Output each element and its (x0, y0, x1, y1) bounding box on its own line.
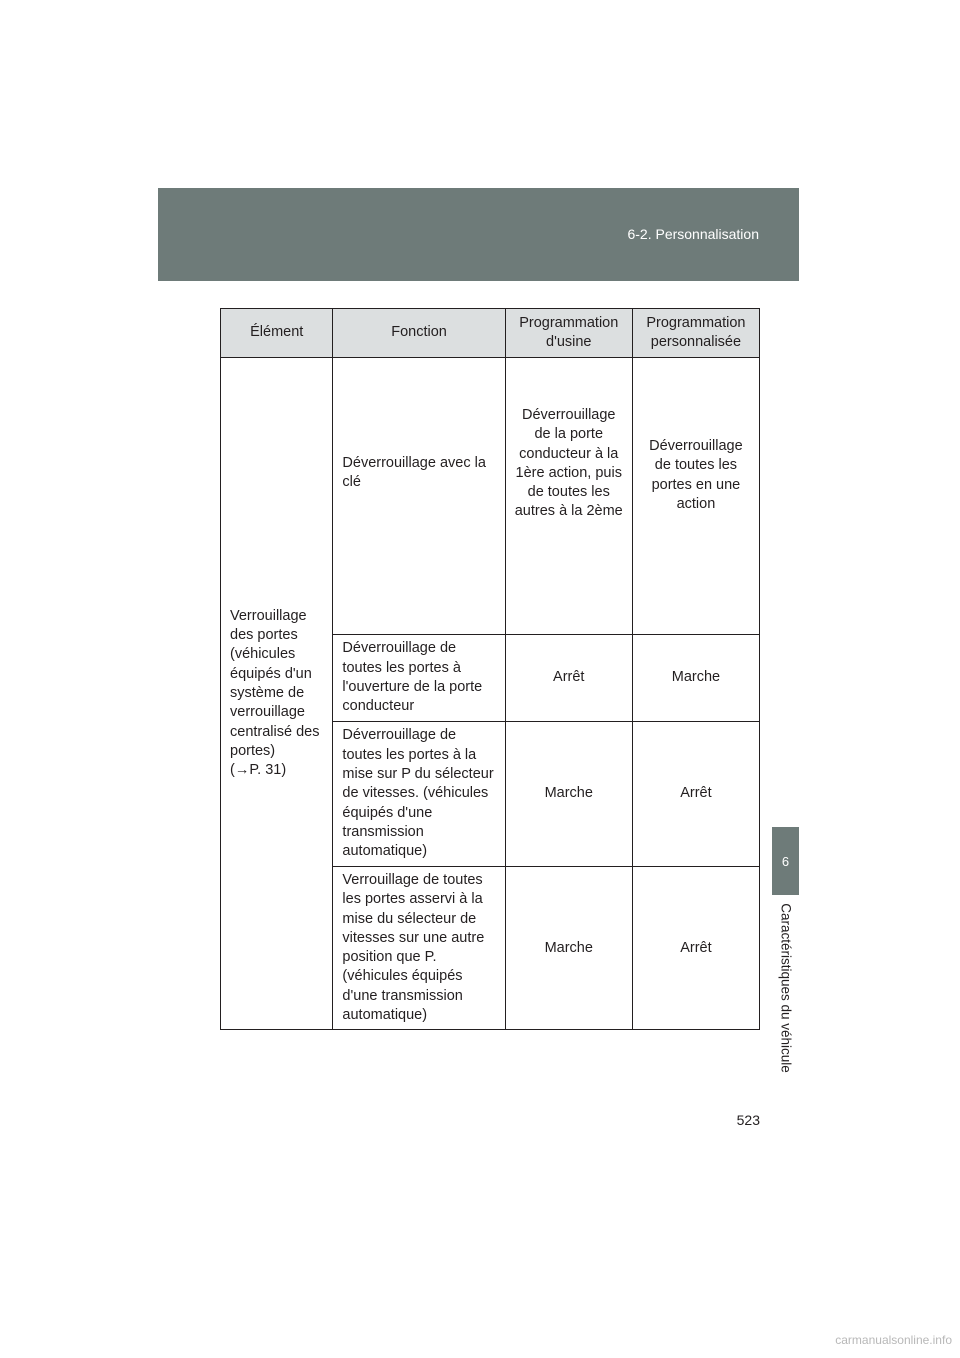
section-header-band (158, 188, 799, 281)
factory-setting-cell: Arrêt (505, 635, 632, 722)
chapter-label-text: Caractéristiques du véhicule (778, 903, 794, 1073)
custom-setting-cell: Arrêt (632, 867, 759, 1030)
element-text: Verrouillage des portes (véhicules équipés d'un système de verrouillage centralisé des portes) (230, 607, 320, 759)
function-cell: Déverrouillage avec la clé (333, 358, 505, 635)
watermark: carmanualsonline.info (835, 1333, 952, 1347)
table-row (221, 358, 760, 635)
custom-setting-cell: Déverrouillage de toutes les portes en une action (632, 358, 759, 635)
page-number: 523 (736, 1112, 760, 1128)
function-cell: Déverrouillage de toutes les portes à l'ouverture de la porte conducteur (333, 635, 505, 722)
section-title: 6-2. Personnalisation (627, 226, 759, 242)
custom-setting-cell: Marche (632, 635, 759, 722)
element-cell (221, 358, 333, 1030)
header-function: Fonction (333, 309, 505, 358)
factory-setting-cell: Marche (505, 722, 632, 867)
factory-setting-cell: Déverrouillage de la porte conducteur à la 1ère action, puis de toutes les autres à la 2ème (505, 358, 632, 635)
table-header-row (221, 309, 760, 358)
function-cell: Déverrouillage de toutes les portes à la mise sur P du sélecteur de vitesses. (véhicules équipés d'une transmission automatique) (333, 722, 505, 867)
chapter-tab (772, 827, 799, 895)
element-page-reference: (→P. 31) (230, 762, 287, 779)
chapter-number: 6 (781, 853, 790, 869)
customization-table (220, 308, 760, 1030)
header-factory-setting: Programmation d'usine (505, 309, 632, 358)
header-custom-setting: Programmation personnalisée (632, 309, 759, 358)
function-cell: Verrouillage de toutes les portes asservi à la mise du sélecteur de vitesses sur une autre position que P. (véhicules équipés d'une transmission automatique) (333, 867, 505, 1030)
factory-setting-cell: Marche (505, 867, 632, 1030)
header-element: Élément (221, 309, 333, 358)
custom-setting-cell: Arrêt (632, 722, 759, 867)
